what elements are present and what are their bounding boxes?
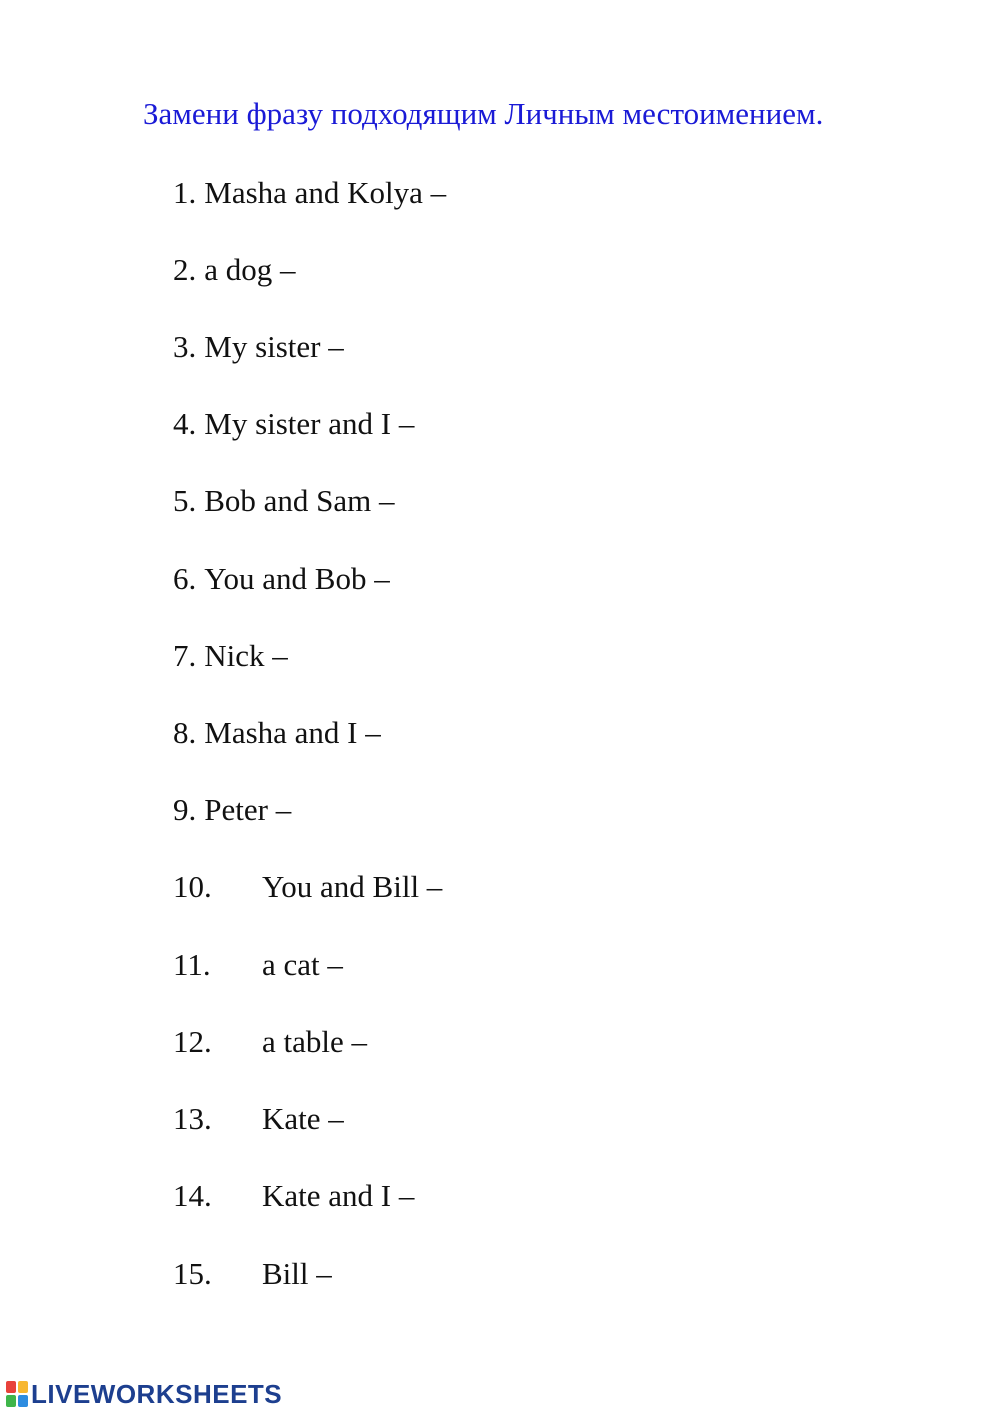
- item-number: 7.: [173, 638, 197, 673]
- item-number: 5.: [173, 483, 197, 518]
- item-number: 13.: [173, 1101, 212, 1136]
- logo-text: LIVEWORKSHEETS: [31, 1378, 283, 1409]
- item-text: My sister –: [204, 329, 344, 364]
- list-item: [173, 1256, 332, 1292]
- list-item: [173, 406, 414, 442]
- item-text: a table –: [262, 1024, 368, 1059]
- item-text: a dog –: [204, 252, 296, 287]
- liveworksheets-logo[interactable]: [6, 1379, 282, 1409]
- item-number: 4.: [173, 406, 197, 441]
- item-text: Nick –: [204, 638, 288, 673]
- item-number: 2.: [173, 252, 197, 287]
- list-item: [173, 1178, 414, 1214]
- list-item: [173, 175, 446, 211]
- list-item: [173, 329, 344, 365]
- list-item: [173, 252, 296, 288]
- item-text: Masha and I –: [204, 715, 381, 750]
- list-item: [173, 638, 288, 674]
- item-text: You and Bill –: [262, 869, 443, 904]
- item-text: Kate and I –: [262, 1178, 415, 1213]
- exercise-list: [173, 0, 933, 1413]
- item-number: 11.: [173, 947, 211, 982]
- list-item: [173, 869, 442, 905]
- list-item: [173, 1024, 367, 1060]
- logo-square-green: [6, 1395, 16, 1407]
- item-number: 9.: [173, 792, 197, 827]
- list-item: [173, 792, 291, 828]
- item-text: a cat –: [262, 947, 343, 982]
- item-number: 14.: [173, 1178, 212, 1213]
- item-text: Peter –: [204, 792, 292, 827]
- item-text: You and Bob –: [204, 561, 390, 596]
- item-number: 12.: [173, 1024, 212, 1059]
- logo-square-red: [6, 1381, 16, 1393]
- item-text: Kate –: [262, 1101, 344, 1136]
- item-number: 3.: [173, 329, 197, 364]
- item-number: 10.: [173, 869, 212, 904]
- list-item: [173, 1101, 344, 1137]
- item-text: Bob and Sam –: [204, 483, 395, 518]
- instruction-heading: Замени фразу подходящим Личным местоимением.: [143, 96, 824, 131]
- list-item: [173, 483, 395, 519]
- logo-square-blue: [18, 1395, 28, 1407]
- list-item: [173, 947, 343, 983]
- item-number: 8.: [173, 715, 197, 750]
- item-text: Masha and Kolya –: [204, 175, 447, 210]
- item-number: 1.: [173, 175, 197, 210]
- list-item: [173, 715, 381, 751]
- list-item: [173, 561, 390, 597]
- item-number: 6.: [173, 561, 197, 596]
- logo-square-yellow: [18, 1381, 28, 1393]
- item-text: My sister and I –: [204, 406, 415, 441]
- liveworksheets-logo-icon: [6, 1381, 28, 1407]
- item-number: 15.: [173, 1256, 212, 1291]
- item-text: Bill –: [262, 1256, 332, 1291]
